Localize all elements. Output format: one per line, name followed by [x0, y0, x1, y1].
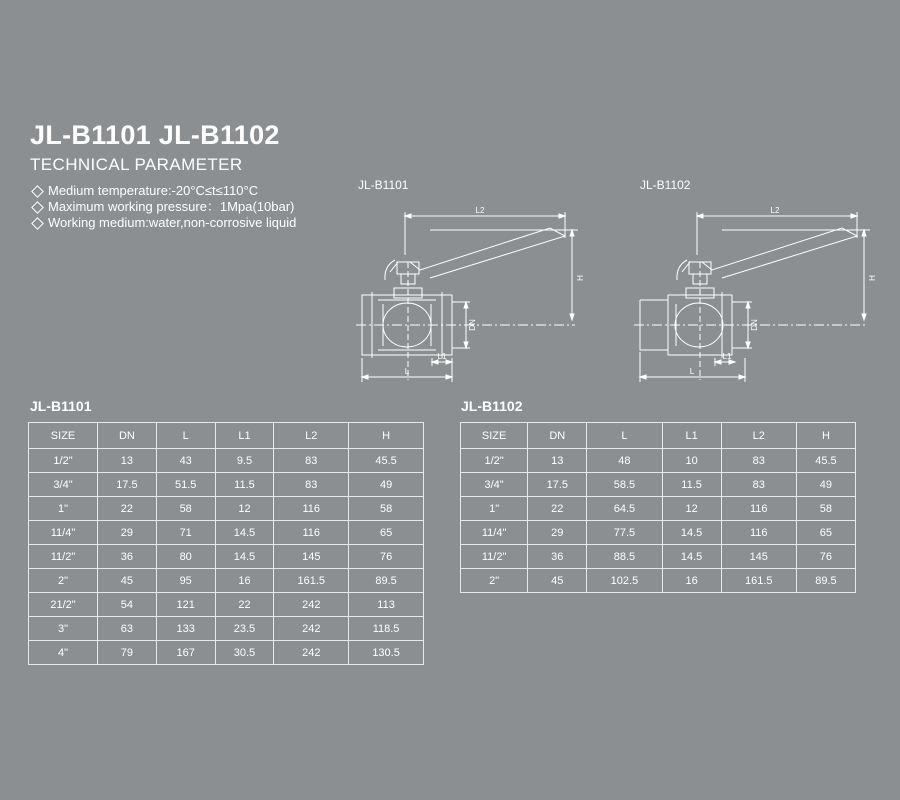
table-cell: 11/4" — [29, 521, 98, 545]
table-cell: 76 — [796, 545, 855, 569]
table-cell: 242 — [274, 593, 349, 617]
table-cell: 13 — [528, 449, 587, 473]
table-cell: 17.5 — [528, 473, 587, 497]
table-row — [29, 641, 424, 665]
table-cell: 242 — [274, 641, 349, 665]
table-cell: 29 — [528, 521, 587, 545]
table-cell: 9.5 — [215, 449, 274, 473]
table-cell: 116 — [721, 521, 796, 545]
table-row — [29, 593, 424, 617]
table-row — [29, 569, 424, 593]
table-cell: 58 — [349, 497, 424, 521]
table-cell: 1/2" — [461, 449, 528, 473]
table-row — [461, 449, 856, 473]
table-cell: 80 — [156, 545, 215, 569]
col-header-l1: L1 — [662, 423, 721, 449]
table-cell: 11.5 — [662, 473, 721, 497]
dim-l1: L1 — [437, 352, 447, 361]
table-cell: 83 — [274, 449, 349, 473]
table-cell: 17.5 — [98, 473, 157, 497]
table-cell: 64.5 — [587, 497, 662, 521]
table-row — [461, 521, 856, 545]
col-header-l2: L2 — [274, 423, 349, 449]
table-cell: 22 — [215, 593, 274, 617]
col-header-dn: DN — [528, 423, 587, 449]
table-row — [461, 473, 856, 497]
table-cell: 116 — [721, 497, 796, 521]
table-row — [29, 497, 424, 521]
parameter-text: Maximum working pressure：1Mpa(10bar) — [48, 199, 295, 214]
table-cell: 54 — [98, 593, 157, 617]
table-cell: 77.5 — [587, 521, 662, 545]
table-cell: 89.5 — [796, 569, 855, 593]
table-cell: 29 — [98, 521, 157, 545]
table-cell: 65 — [796, 521, 855, 545]
table-cell: 83 — [721, 449, 796, 473]
table-cell: 22 — [528, 497, 587, 521]
col-header-h: H — [349, 423, 424, 449]
table-cell: 14.5 — [662, 545, 721, 569]
table-cell: 113 — [349, 593, 424, 617]
table-cell: 11/2" — [29, 545, 98, 569]
table-cell: 1" — [461, 497, 528, 521]
table-cell: 12 — [215, 497, 274, 521]
table-cell: 16 — [662, 569, 721, 593]
dim-dn: DN — [750, 319, 759, 331]
dim-l: L — [404, 367, 410, 376]
table-cell: 45.5 — [349, 449, 424, 473]
drawing-title-left: JL-B1101 — [358, 178, 409, 192]
table-cell: 95 — [156, 569, 215, 593]
table-cell: 45 — [528, 569, 587, 593]
table-cell: 51.5 — [156, 473, 215, 497]
dim-dn: DN — [468, 319, 477, 331]
table-cell: 3/4" — [461, 473, 528, 497]
table-cell: 88.5 — [587, 545, 662, 569]
table-header-row — [461, 423, 856, 449]
table-cell: 242 — [274, 617, 349, 641]
table-cell: 118.5 — [349, 617, 424, 641]
table-cell: 23.5 — [215, 617, 274, 641]
col-header-size: SIZE — [461, 423, 528, 449]
table-cell: 2" — [461, 569, 528, 593]
table-row — [29, 545, 424, 569]
table-cell: 2" — [29, 569, 98, 593]
table-cell: 14.5 — [215, 545, 274, 569]
table-cell: 45 — [98, 569, 157, 593]
table-row — [461, 569, 856, 593]
col-header-l: L — [156, 423, 215, 449]
table-cell: 71 — [156, 521, 215, 545]
table-header-row — [29, 423, 424, 449]
table-row — [29, 617, 424, 641]
dim-l2: L2 — [770, 206, 780, 215]
table-cell: 36 — [98, 545, 157, 569]
valve-body-right — [634, 212, 870, 382]
table-cell: 3" — [29, 617, 98, 641]
table-cell: 63 — [98, 617, 157, 641]
table-cell: 145 — [274, 545, 349, 569]
table-cell: 45.5 — [796, 449, 855, 473]
table-row — [461, 545, 856, 569]
spec-table-left — [28, 422, 424, 665]
dim-l: L — [689, 367, 695, 376]
table-cell: 89.5 — [349, 569, 424, 593]
table-row — [29, 473, 424, 497]
table-cell: 79 — [98, 641, 157, 665]
table-cell: 11/2" — [461, 545, 528, 569]
table-cell: 58 — [796, 497, 855, 521]
table-row — [29, 449, 424, 473]
table-cell: 133 — [156, 617, 215, 641]
table-cell: 116 — [274, 521, 349, 545]
dim-h: H — [868, 275, 877, 281]
parameter-text: Medium temperature:-20°C≤t≤110°C — [48, 183, 259, 198]
table-cell: 21/2" — [29, 593, 98, 617]
table-cell: 49 — [349, 473, 424, 497]
spec-table-right — [460, 422, 856, 593]
table-cell: 130.5 — [349, 641, 424, 665]
table-cell: 83 — [274, 473, 349, 497]
table-cell: 4" — [29, 641, 98, 665]
col-header-l2: L2 — [721, 423, 796, 449]
table-cell: 83 — [721, 473, 796, 497]
table-cell: 116 — [274, 497, 349, 521]
table-cell: 65 — [349, 521, 424, 545]
table-cell: 48 — [587, 449, 662, 473]
table-cell: 36 — [528, 545, 587, 569]
page-title: JL-B1101 JL-B1102 — [30, 120, 280, 150]
drawing-title-right: JL-B1102 — [640, 178, 691, 192]
table-cell: 58.5 — [587, 473, 662, 497]
dim-h: H — [576, 275, 585, 281]
table-cell: 167 — [156, 641, 215, 665]
col-header-size: SIZE — [29, 423, 98, 449]
table-cell: 11.5 — [215, 473, 274, 497]
dim-l1: L1 — [722, 352, 732, 361]
table-cell: 14.5 — [215, 521, 274, 545]
table-cell: 1/2" — [29, 449, 98, 473]
table-cell: 43 — [156, 449, 215, 473]
parameter-text: Working medium:water,non-corrosive liquid — [48, 215, 297, 230]
table-cell: 58 — [156, 497, 215, 521]
table-cell: 10 — [662, 449, 721, 473]
table-row — [461, 497, 856, 521]
table-cell: 12 — [662, 497, 721, 521]
table-cell: 121 — [156, 593, 215, 617]
table-cell: 145 — [721, 545, 796, 569]
table-cell: 1" — [29, 497, 98, 521]
col-header-h: H — [796, 423, 855, 449]
table-cell: 3/4" — [29, 473, 98, 497]
col-header-l1: L1 — [215, 423, 274, 449]
table-cell: 30.5 — [215, 641, 274, 665]
table-cell: 14.5 — [662, 521, 721, 545]
page-subtitle: TECHNICAL PARAMETER — [30, 155, 243, 174]
table-cell: 161.5 — [274, 569, 349, 593]
table-cell: 102.5 — [587, 569, 662, 593]
col-header-dn: DN — [98, 423, 157, 449]
table-cell: 22 — [98, 497, 157, 521]
table-cell: 13 — [98, 449, 157, 473]
table-cell: 161.5 — [721, 569, 796, 593]
col-header-l: L — [587, 423, 662, 449]
dim-l2: L2 — [475, 206, 485, 215]
table-cell: 76 — [349, 545, 424, 569]
table-title-left: JL-B1101 — [30, 398, 92, 414]
table-cell: 49 — [796, 473, 855, 497]
table-title-right: JL-B1102 — [461, 398, 523, 414]
table-cell: 11/4" — [461, 521, 528, 545]
table-row — [29, 521, 424, 545]
table-cell: 16 — [215, 569, 274, 593]
